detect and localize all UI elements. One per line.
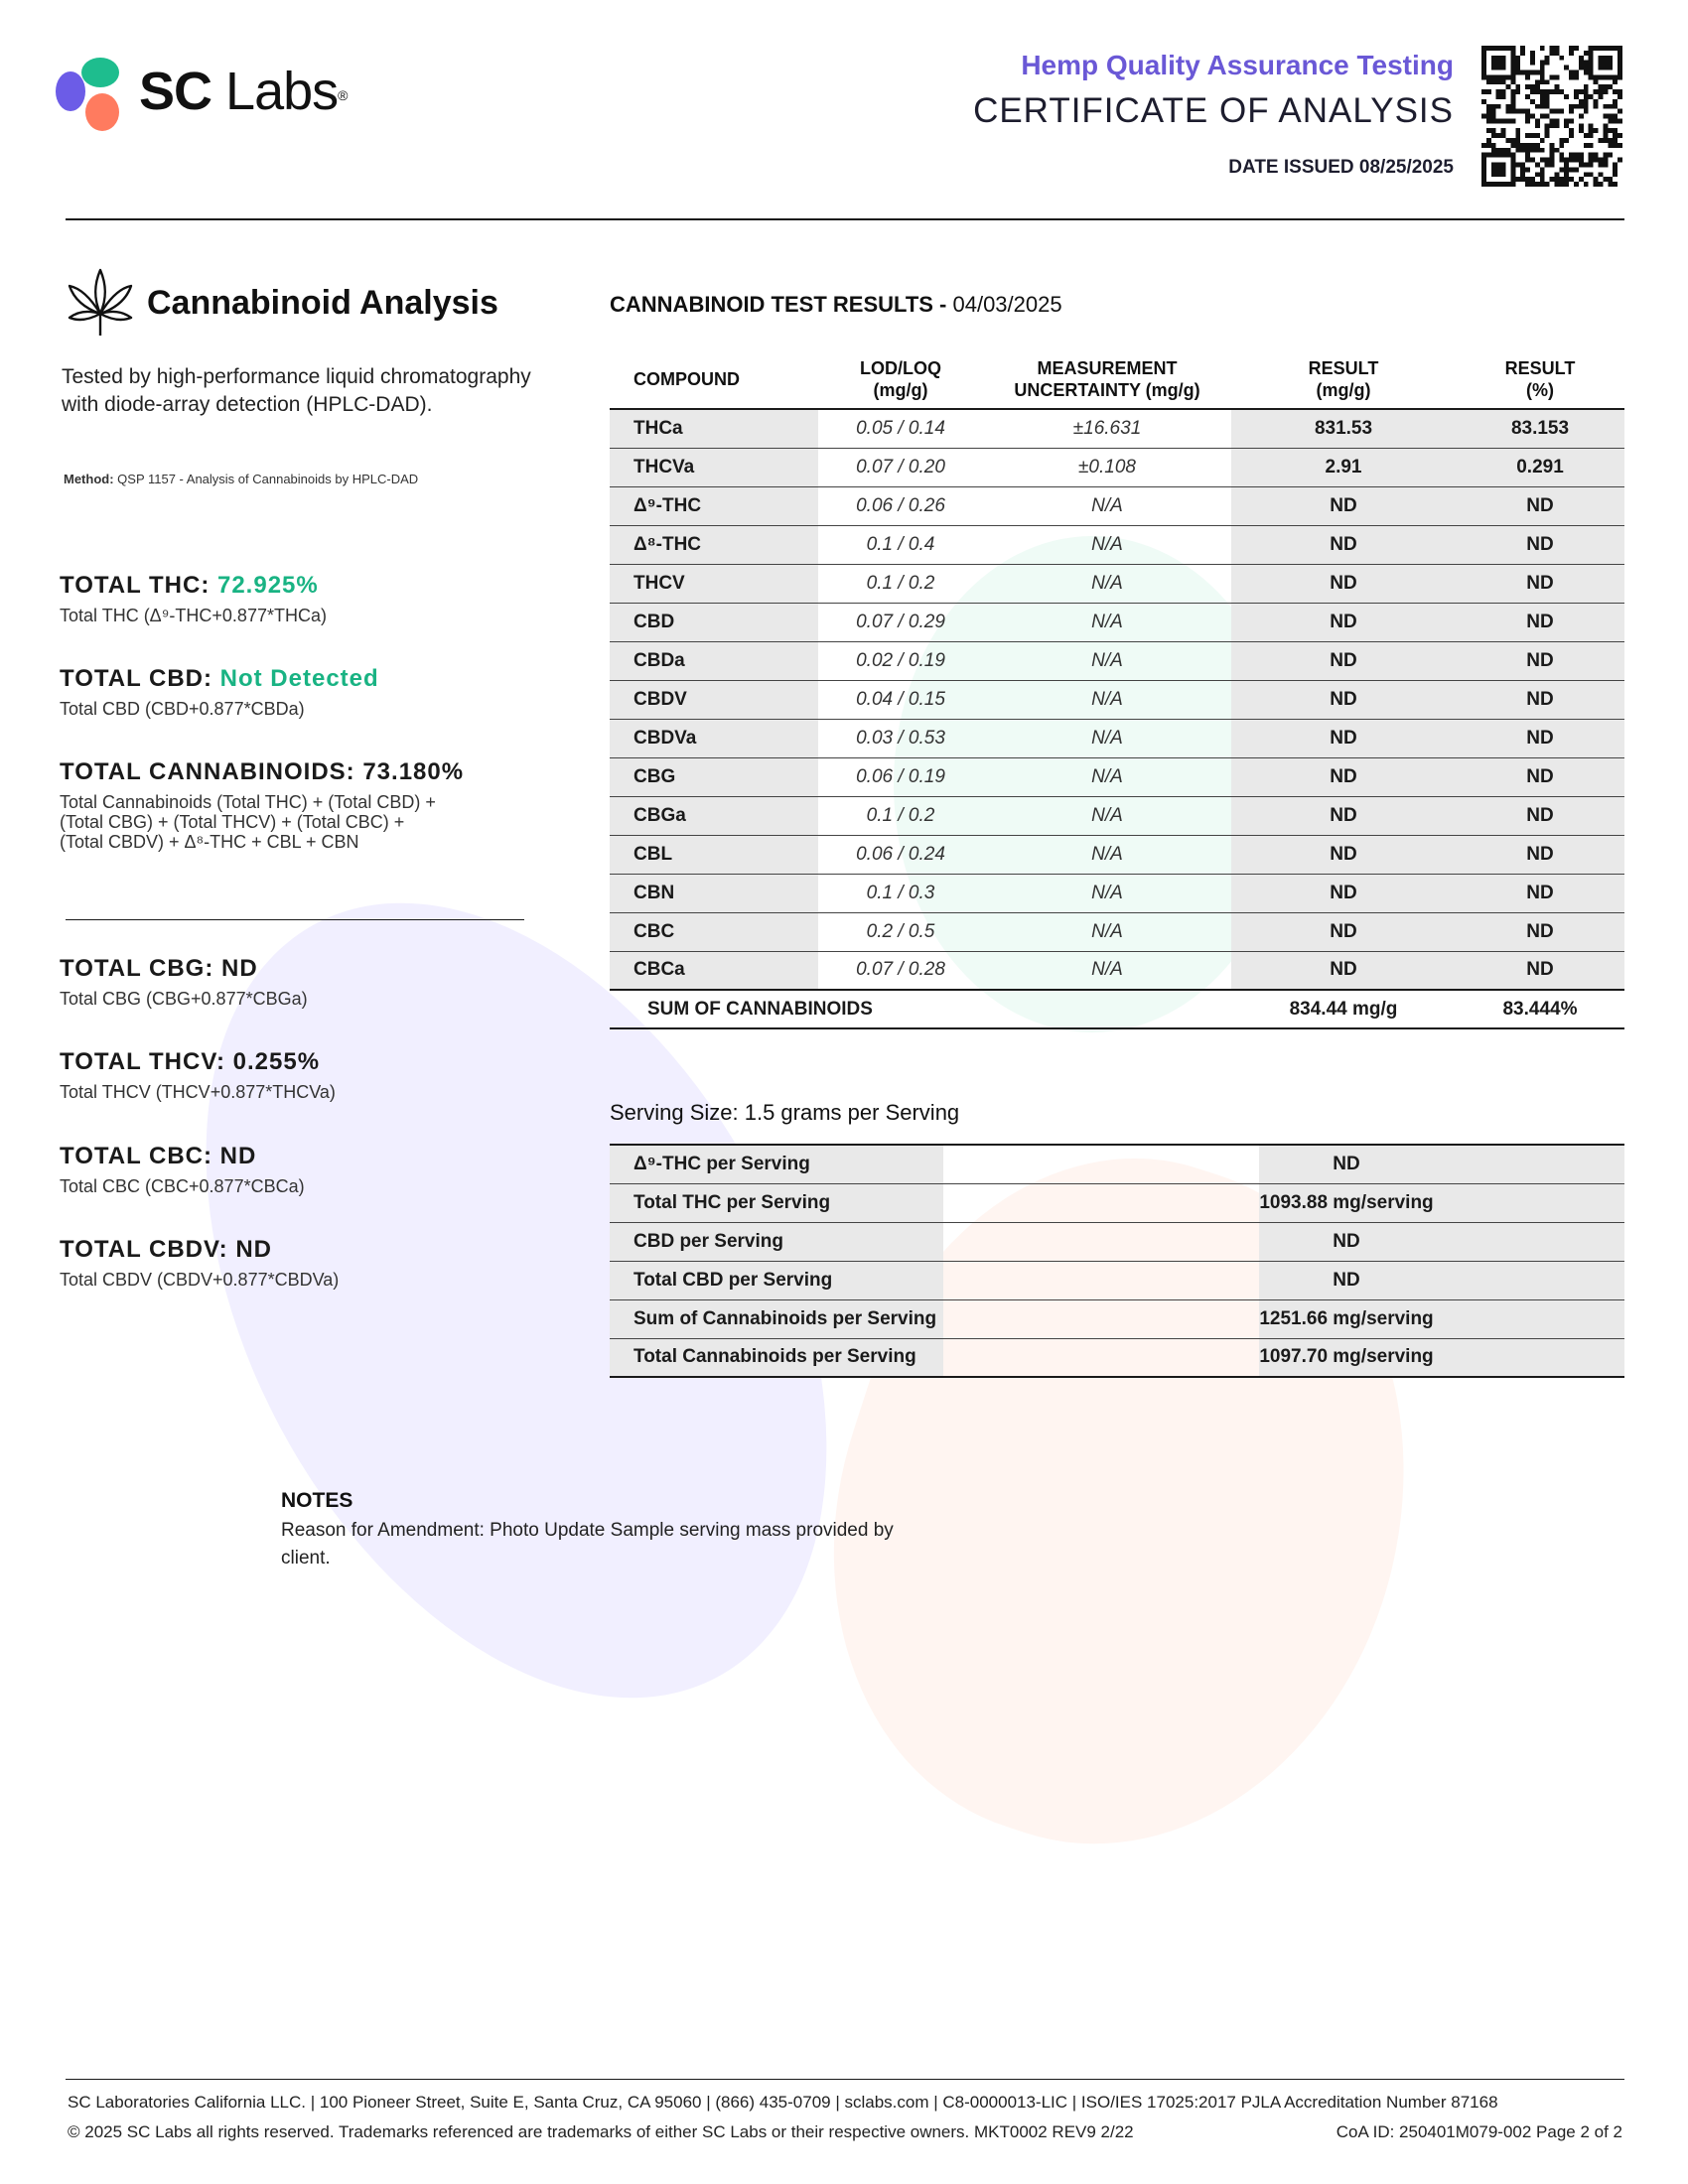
footer-address: SC Laboratories California LLC. | 100 Pioneer Street, Suite E, Santa Cruz, CA 95060 | (866) 435-0709 | sclabs.com | C8-0000013-LIC | ISO/IES 17025:2017 PJLA Accreditation Number 87168 [68,2093,1498,2112]
table-row [610,719,1624,757]
notes-section [281,1489,916,1572]
result-mg-cell: ND [1231,912,1456,951]
serving-value: 1097.70 mg/serving [1259,1346,1434,1368]
result-mg-cell: ND [1231,835,1456,874]
uncertainty-cell: ±16.631 [983,409,1231,448]
analysis-title: Cannabinoid Analysis [147,284,498,322]
result-mg-cell: 831.53 [1231,409,1456,448]
lodloq-cell: 0.1 / 0.2 [818,564,983,603]
total-cannabinoids: TOTAL CANNABINOIDS: 73.180% Total Cannabinoids (Total THC) + (Total CBD) + (Total CBG) + (Total THCV) + (Total CBC) + (Total CBDV) + Δ⁸-THC + CBL + CBN [60,758,465,852]
compound-cell: CBC [610,912,818,951]
header-divider [66,218,1624,220]
col-result-pct: RESULT (%) [1504,357,1576,400]
qr-code-icon [1481,46,1622,187]
uncertainty-cell: N/A [983,835,1231,874]
result-mg-cell: ND [1231,525,1456,564]
sum-pct: 83.444% [1456,990,1624,1028]
col-lodloq: LOD/LOQ (mg/g) [860,357,941,400]
serving-label: Sum of Cannabinoids per Serving [610,1299,943,1338]
result-pct-cell: ND [1456,486,1624,525]
table-row [610,1299,1624,1338]
total-cbd: TOTAL CBD: Not Detected Total CBD (CBD+0.877*CBDa) [60,665,379,719]
result-pct-cell: ND [1456,525,1624,564]
uncertainty-cell: N/A [983,603,1231,641]
col-uncertainty: MEASUREMENT UNCERTAINTY (mg/g) [1014,357,1200,400]
lodloq-cell: 0.04 / 0.15 [818,680,983,719]
table-row [610,1145,1624,1183]
total-cbd-value: Not Detected [219,665,379,692]
compound-cell: THCV [610,564,818,603]
result-mg-cell: ND [1231,641,1456,680]
result-mg-cell: ND [1231,874,1456,912]
result-mg-cell: ND [1231,757,1456,796]
result-mg-cell: ND [1231,719,1456,757]
table-row [610,525,1624,564]
serving-value: ND [1333,1269,1360,1291]
serving-table [610,1144,1624,1378]
serving-spacer [943,1299,1259,1338]
total-thc-value: 72.925% [216,572,319,599]
lodloq-cell: 0.06 / 0.26 [818,486,983,525]
result-pct-cell: ND [1456,680,1624,719]
serving-label: Total CBD per Serving [610,1261,943,1299]
uncertainty-cell: N/A [983,564,1231,603]
compound-cell: CBCa [610,951,818,990]
result-mg-cell: ND [1231,680,1456,719]
table-row [610,757,1624,796]
col-result-mg: RESULT (mg/g) [1308,357,1379,400]
lodloq-cell: 0.07 / 0.20 [818,448,983,486]
uncertainty-cell: N/A [983,951,1231,990]
total-cbg: TOTAL CBG: ND Total CBG (CBG+0.877*CBGa) [60,955,308,1009]
result-pct-cell: ND [1456,951,1624,990]
total-thc-formula: Total THC (Δ⁹-THC+0.877*THCa) [60,606,327,625]
table-row [610,409,1624,448]
compound-cell: THCVa [610,448,818,486]
footer-divider [66,2079,1624,2080]
uncertainty-cell: N/A [983,525,1231,564]
totals-divider [66,919,524,920]
serving-value: ND [1333,1230,1360,1252]
total-cbdv: TOTAL CBDV: ND Total CBDV (CBDV+0.877*CBDVa) [60,1236,340,1290]
compound-cell: CBD [610,603,818,641]
sum-row [610,990,1624,1028]
table-row [610,796,1624,835]
table-row [610,951,1624,990]
serving-value: ND [1333,1153,1360,1174]
lodloq-cell: 0.06 / 0.24 [818,835,983,874]
table-row [610,448,1624,486]
lodloq-cell: 0.05 / 0.14 [818,409,983,448]
result-pct-cell: 0.291 [1456,448,1624,486]
table-row [610,564,1624,603]
lodloq-cell: 0.03 / 0.53 [818,719,983,757]
table-row [610,603,1624,641]
result-mg-cell: ND [1231,951,1456,990]
table-row [610,680,1624,719]
total-thc: TOTAL THC: 72.925% Total THC (Δ⁹-THC+0.877*THCa) [60,572,327,625]
logo-mark-icon [56,56,131,131]
serving-label: Δ⁹-THC per Serving [610,1145,943,1183]
analysis-description: Tested by high-performance liquid chromatography with diode-array detection (HPLC-DAD). [62,365,531,416]
total-thcv: TOTAL THCV: 0.255% Total THCV (THCV+0.877*THCVa) [60,1048,336,1102]
result-mg-cell: ND [1231,796,1456,835]
table-header-row [610,349,1624,409]
total-cbc: TOTAL CBC: ND Total CBC (CBC+0.877*CBCa) [60,1143,305,1196]
lodloq-cell: 0.06 / 0.19 [818,757,983,796]
uncertainty-cell: N/A [983,486,1231,525]
analysis-method: Method: QSP 1157 - Analysis of Cannabinoids by HPLC-DAD [64,472,419,486]
serving-spacer [943,1145,1259,1183]
sum-mg: 834.44 mg/g [1231,990,1456,1028]
result-mg-cell: 2.91 [1231,448,1456,486]
compound-cell: CBDVa [610,719,818,757]
cannabinoid-results-table [610,349,1624,1029]
footer-copyright: © 2025 SC Labs all rights reserved. Trademarks referenced are trademarks of either SC Labs or their respective owners. MKT0002 REV9 2/22 CoA ID: 250401M079-002 Page 2 of 2 [68,2122,1622,2141]
sum-label: SUM OF CANNABINOIDS [610,990,1231,1028]
compound-cell: CBDa [610,641,818,680]
serving-spacer [943,1183,1259,1222]
results-heading: CANNABINOID TEST RESULTS - 04/03/2025 [610,292,1062,317]
result-mg-cell: ND [1231,564,1456,603]
serving-label: CBD per Serving [610,1222,943,1261]
total-cannabinoids-formula: Total Cannabinoids (Total THC) + (Total CBD) + (Total CBG) + (Total THCV) + (Total CBC) + (Total CBDV) + Δ⁸-THC + CBL + CBN [60,792,436,852]
serving-value: 1093.88 mg/serving [1259,1191,1434,1213]
col-compound: COMPOUND [633,368,740,389]
serving-label: Total Cannabinoids per Serving [610,1338,943,1377]
result-mg-cell: ND [1231,486,1456,525]
result-pct-cell: ND [1456,757,1624,796]
lodloq-cell: 0.02 / 0.19 [818,641,983,680]
coa-id: CoA ID: 250401M079-002 Page 2 of 2 [1336,2122,1622,2141]
result-pct-cell: ND [1456,719,1624,757]
compound-cell: CBG [610,757,818,796]
result-pct-cell: ND [1456,564,1624,603]
uncertainty-cell: N/A [983,719,1231,757]
lodloq-cell: 0.1 / 0.4 [818,525,983,564]
uncertainty-cell: N/A [983,796,1231,835]
header-title: CERTIFICATE OF ANALYSIS [973,91,1454,130]
header-subtitle: Hemp Quality Assurance Testing [1021,50,1454,80]
uncertainty-cell: ±0.108 [983,448,1231,486]
table-row [610,1338,1624,1377]
compound-cell: CBGa [610,796,818,835]
lodloq-cell: 0.2 / 0.5 [818,912,983,951]
result-pct-cell: ND [1456,603,1624,641]
result-pct-cell: ND [1456,796,1624,835]
date-issued: DATE ISSUED 08/25/2025 [1228,157,1454,178]
notes-text: Reason for Amendment: Photo Update Sample serving mass provided by client. [281,1520,894,1569]
serving-label: Total THC per Serving [610,1183,943,1222]
uncertainty-cell: N/A [983,641,1231,680]
table-row [610,1261,1624,1299]
table-row [610,641,1624,680]
serving-value: 1251.66 mg/serving [1259,1307,1434,1329]
compound-cell: THCa [610,409,818,448]
result-pct-cell: 83.153 [1456,409,1624,448]
lodloq-cell: 0.07 / 0.28 [818,951,983,990]
result-pct-cell: ND [1456,835,1624,874]
table-row [610,1222,1624,1261]
total-cbd-formula: Total CBD (CBD+0.877*CBDa) [60,699,305,719]
compound-cell: Δ⁹-THC [610,486,818,525]
result-pct-cell: ND [1456,641,1624,680]
sc-labs-logo [56,56,373,131]
lodloq-cell: 0.1 / 0.2 [818,796,983,835]
serving-spacer [943,1338,1259,1377]
lodloq-cell: 0.1 / 0.3 [818,874,983,912]
serving-spacer [943,1222,1259,1261]
result-mg-cell: ND [1231,603,1456,641]
table-row [610,912,1624,951]
table-row [610,835,1624,874]
lodloq-cell: 0.07 / 0.29 [818,603,983,641]
compound-cell: CBN [610,874,818,912]
compound-cell: CBDV [610,680,818,719]
notes-title: NOTES [281,1489,353,1512]
serving-heading: Serving Size: 1.5 grams per Serving [610,1100,960,1125]
serving-spacer [943,1261,1259,1299]
uncertainty-cell: N/A [983,912,1231,951]
table-row [610,1183,1624,1222]
uncertainty-cell: N/A [983,874,1231,912]
logo-wordmark: SC Labs® [139,62,348,121]
table-row [610,874,1624,912]
cannabis-leaf-icon [66,266,135,338]
table-row [610,486,1624,525]
compound-cell: Δ⁸-THC [610,525,818,564]
compound-cell: CBL [610,835,818,874]
uncertainty-cell: N/A [983,680,1231,719]
result-pct-cell: ND [1456,912,1624,951]
result-pct-cell: ND [1456,874,1624,912]
uncertainty-cell: N/A [983,757,1231,796]
